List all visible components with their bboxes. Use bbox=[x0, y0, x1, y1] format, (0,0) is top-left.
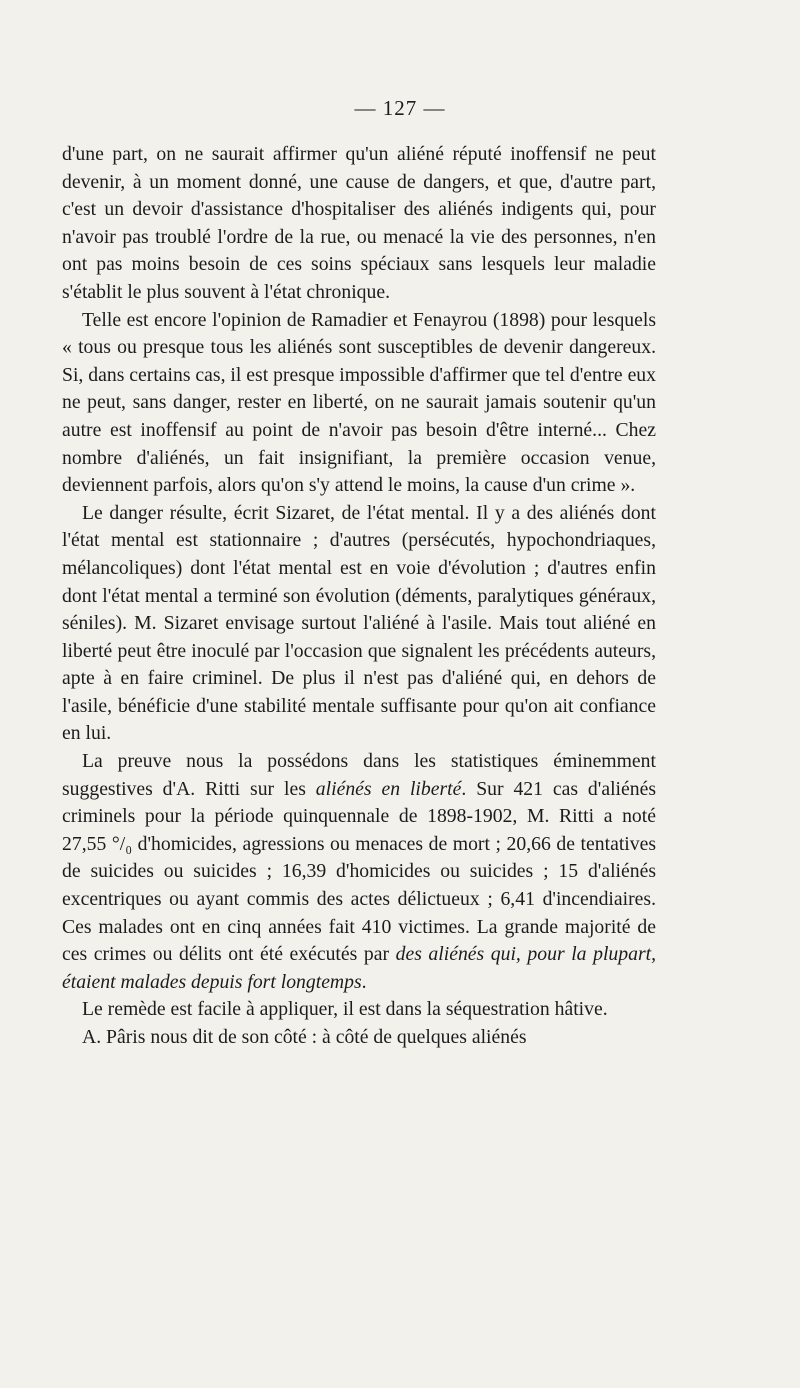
paragraph-4-part-a: La preuve nous la possédons dans les statistiques éminemment suggestives d'A. Ritti sur les bbox=[62, 750, 656, 800]
paragraph-3: Le danger résulte, écrit Sizaret, de l'état mental. Il y a des aliénés dont l'état mental est stationnaire ; d'autres (persécutés, hypochondriaques, mélancoliques) dont l'état mental est en voie d'évolution ; d'autres enfin dont l'état mental a terminé son évolution (déments, paralytiques généraux, séniles). M. Sizaret envisage surtout l'aliéné à l'asile. Mais tout aliéné en liberté peut être inoculé par l'occasion que signalent les précédents auteurs, apte à en faire criminel. De plus il n'est pas d'aliéné qui, en dehors de l'asile, bénéficie d'une stabilité mentale suffisante pour qu'on ait confiance en lui. bbox=[62, 501, 656, 745]
paragraph-1: d'une part, on ne saurait affirmer qu'un aliéné réputé inoffensif ne peut devenir, à un moment donné, une cause de dangers, et que, d'autre part, c'est un devoir d'assistance d'hospitaliser des aliénés indigents qui, pour n'avoir pas troublé l'ordre de la rue, ou menacé la vie des personnes, n'en ont pas moins besoin de ces soins spéciaux sans lesquels leur maladie s'établit le plus souvent à l'état chronique. bbox=[62, 143, 656, 303]
paragraph-4-part-d: d'homicides, agressions ou menaces de mort ; 20,66 de tentatives de suicides ou suicides ; 16,39 d'homicides ou suicides ; 15 d'aliénés excentriques ou ayant commis des actes délictueux ; 6,41 d'incendiaires. Ces malades ont en cinq années fait 410 victimes. La grande majorité de ces crimes ou délits ont été exécutés par bbox=[62, 832, 657, 966]
paragraph-4-part-f: . bbox=[361, 970, 367, 993]
paragraph-4-italic-2: des aliénés qui, pour la plupart, étaient malades depuis fort longtemps bbox=[62, 943, 656, 993]
paragraph-4 bbox=[62, 748, 656, 996]
page-number: — 127 — bbox=[354, 96, 446, 120]
paragraph-4-italic-1: aliénés en liberté bbox=[315, 777, 462, 800]
paragraph-2: Telle est encore l'opinion de Ramadier et Fenayrou (1898) pour lesquels « tous ou presque tous les aliénés sont susceptibles de devenir dangereux. Si, dans certains cas, il est presque impossible d'affirmer que tel d'entre eux ne peut, sans danger, rester en liberté, on ne saurait jamais soutenir qu'un autre est inoffensif au point de n'avoir pas besoin d'être interné... Chez nombre d'aliénés, un fait insignifiant, la première occasion venue, deviennent parfois, alors qu'on s'y attend le moins, la cause d'un crime ». bbox=[62, 308, 656, 497]
body-text bbox=[62, 141, 656, 1052]
paragraph-5: Le remède est facile à appliquer, il est dans la séquestration hâtive. bbox=[82, 998, 608, 1021]
percent-sign: °/₀ bbox=[111, 832, 133, 855]
paragraph-4-part-c: . Sur 421 cas d'aliénés criminels pour la période quinquennale de 1898-1902, M. Ritti a noté 27,55 bbox=[62, 777, 656, 855]
paragraph-6: A. Pâris nous dit de son côté : à côté de quelques aliénés bbox=[82, 1026, 527, 1048]
